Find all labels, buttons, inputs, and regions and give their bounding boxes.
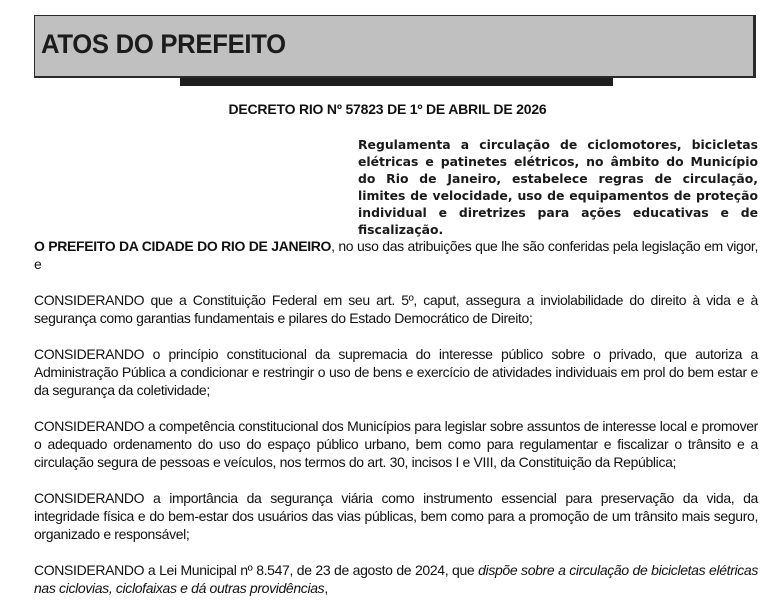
- considerando-paragraph: CONSIDERANDO a importância da segurança viária como instrumento essencial para preservação da vida, da integridade física e do bem-estar dos usuários das vias públicas, bem como para a promoção de um trânsito mais seguro, organizado e responsável;: [34, 490, 758, 542]
- section-header: [34, 15, 756, 78]
- decree-title: DECRETO RIO Nº 57823 DE 1º DE ABRIL DE 2026: [228, 101, 547, 117]
- considerando-text: CONSIDERANDO a Lei Municipal nº 8.547, de 23 de agosto de 2024, que: [34, 562, 479, 578]
- considerando-paragraph: CONSIDERANDO a competência constitucional dos Municípios para legislar sobre assuntos de interesse local e promover o adequado ordenamento do uso do espaço público urbano, bem como para regulamentar e fiscalizar o trânsito e a circulação segura de pessoas e veículos, nos termos do art. 30, incisos I e VIII, da Constituição da República;: [34, 418, 758, 470]
- preamble-authority: O PREFEITO DA CIDADE DO RIO DE JANEIRO: [34, 238, 332, 254]
- considerando-paragraph: CONSIDERANDO o princípio constitucional da supremacia do interesse público sobre o privado, que autoriza a Administração Pública a condicionar e restringir o uso de bens e exercício de atividades individuais em prol do bem estar e da segurança da coletividade;: [34, 346, 758, 398]
- preamble-paragraph: [34, 237, 758, 273]
- considerando-paragraph: [34, 561, 758, 597]
- considerando-paragraph: CONSIDERANDO que a Constituição Federal em seu art. 5º, caput, assegura a inviolabilidade do direito à vida e à segurança como garantias fundamentais e pilares do Estado Democrático de Direito;: [34, 292, 758, 326]
- considerando-tail: ,: [324, 580, 328, 596]
- decree-ementa: Regulamenta a circulação de ciclomotores, bicicletas elétricas e patinetes elétricos, no âmbito do Município do Rio de Janeiro, estabelece regras de circulação, limites de velocidade, uso de equipamentos de proteção individual e diretrizes para ações educativas e de fiscalização.: [358, 137, 758, 237]
- decree-body: [34, 237, 758, 615]
- header-underline-bar: [180, 78, 613, 86]
- law-ementa-quote: dispõe sobre a circulação de bicicletas elétricas nas ciclovias, ciclofaixas e dá outras providências: [34, 562, 759, 596]
- section-title: ATOS DO PREFEITO: [41, 29, 286, 59]
- preamble-text: , no uso das atribuições que lhe são conferidas pela legislação em vigor, e: [34, 238, 758, 272]
